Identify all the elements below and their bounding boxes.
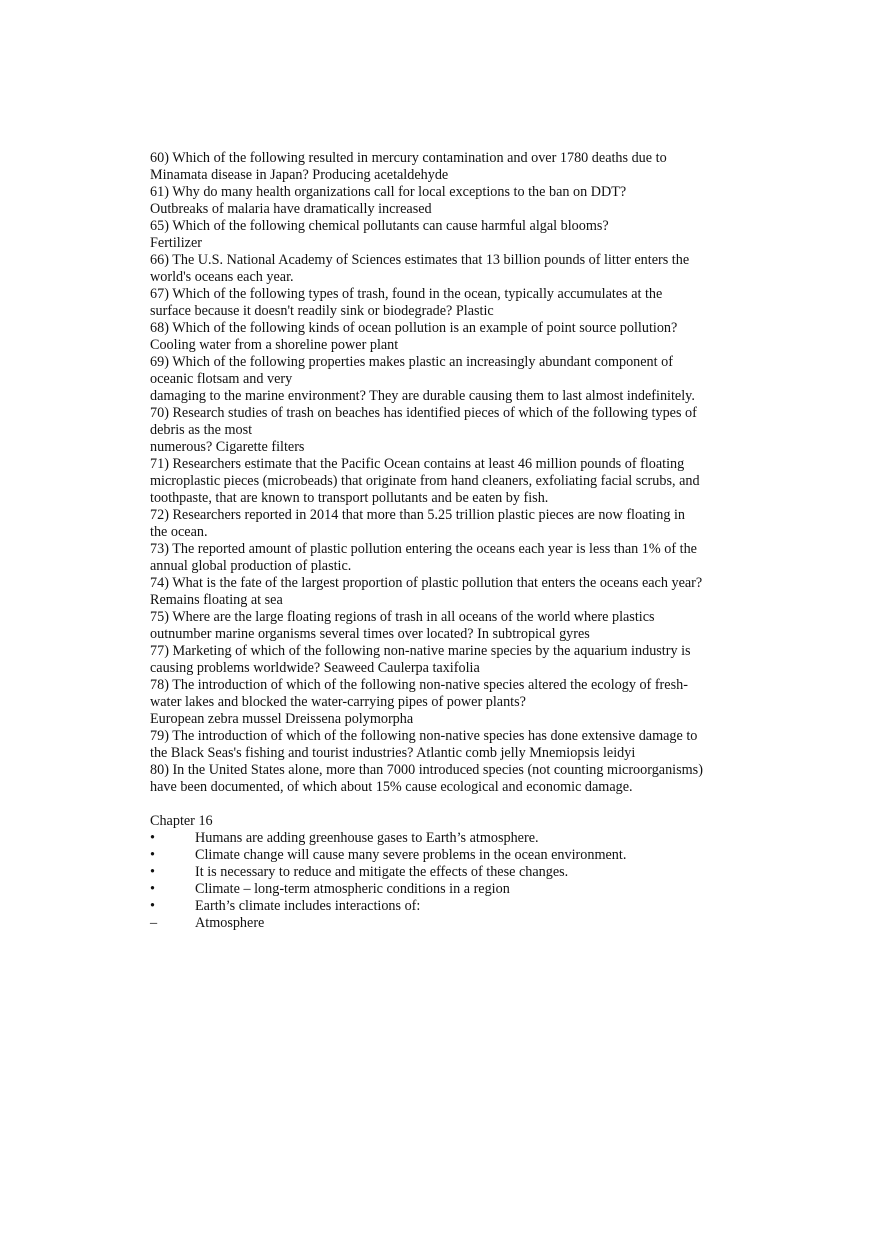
bullet-icon: •: [150, 830, 155, 846]
qa-line: 69) Which of the following properties makes plastic an increasingly abundant component of: [150, 354, 673, 370]
bullet-item: [150, 898, 740, 915]
qa-line: numerous? Cigarette filters: [150, 439, 305, 455]
qa-line: 73) The reported amount of plastic pollution entering the oceans each year is less than 1% of the: [150, 541, 697, 557]
qa-line: Remains floating at sea: [150, 592, 283, 608]
qa-line: Fertilizer: [150, 235, 202, 251]
bullet-icon: •: [150, 898, 155, 914]
bullet-text: Humans are adding greenhouse gases to Earth’s atmosphere.: [195, 830, 539, 846]
qa-line: 70) Research studies of trash on beaches has identified pieces of which of the following types of: [150, 405, 697, 421]
chapter-section: [150, 813, 740, 932]
qa-section: [150, 150, 740, 796]
qa-line: the ocean.: [150, 524, 208, 540]
qa-line: 65) Which of the following chemical pollutants can cause harmful algal blooms?: [150, 218, 609, 234]
qa-line: 61) Why do many health organizations call for local exceptions to the ban on DDT?: [150, 184, 627, 200]
qa-line: 80) In the United States alone, more than 7000 introduced species (not counting microorganisms): [150, 762, 703, 778]
qa-line: 72) Researchers reported in 2014 that more than 5.25 trillion plastic pieces are now floating in: [150, 507, 686, 523]
bullet-item: [150, 847, 740, 864]
chapter-title: Chapter 16: [150, 813, 213, 829]
qa-line: toothpaste, that are known to transport pollutants and be eaten by fish.: [150, 490, 549, 506]
qa-line: outnumber marine organisms several times over located? In subtropical gyres: [150, 626, 590, 642]
qa-line: debris as the most: [150, 422, 253, 438]
sub-bullet-item: [150, 915, 740, 932]
bullet-icon: •: [150, 864, 155, 880]
qa-line: oceanic flotsam and very: [150, 371, 293, 387]
dash-icon: –: [150, 915, 158, 931]
qa-line: European zebra mussel Dreissena polymorpha: [150, 711, 414, 727]
qa-line: 68) Which of the following kinds of ocean pollution is an example of point source pollution?: [150, 320, 678, 336]
bullet-text: Atmosphere: [195, 915, 265, 931]
bullet-item: [150, 830, 740, 847]
bullet-text: Earth’s climate includes interactions of:: [195, 898, 421, 914]
qa-line: water lakes and blocked the water-carrying pipes of power plants?: [150, 694, 526, 710]
qa-line: world's oceans each year.: [150, 269, 294, 285]
bullet-text: It is necessary to reduce and mitigate the effects of these changes.: [195, 864, 569, 880]
section-spacer: [150, 796, 740, 813]
qa-line: damaging to the marine environment? They are durable causing them to last almost indefinitely.: [150, 388, 695, 404]
qa-line: Outbreaks of malaria have dramatically increased: [150, 201, 432, 217]
qa-line: 66) The U.S. National Academy of Sciences estimates that 13 billion pounds of litter enters the: [150, 252, 690, 268]
qa-line: 71) Researchers estimate that the Pacific Ocean contains at least 46 million pounds of floating: [150, 456, 685, 472]
qa-line: Minamata disease in Japan? Producing acetaldehyde: [150, 167, 449, 183]
qa-line: annual global production of plastic.: [150, 558, 352, 574]
bullet-text: Climate – long-term atmospheric conditions in a region: [195, 881, 510, 897]
qa-line: Cooling water from a shoreline power plant: [150, 337, 399, 353]
qa-line: the Black Seas's fishing and tourist industries? Atlantic comb jelly Mnemiopsis leidyi: [150, 745, 636, 761]
qa-line: have been documented, of which about 15% cause ecological and economic damage.: [150, 779, 633, 795]
qa-line: microplastic pieces (microbeads) that originate from hand cleaners, exfoliating facial scrubs, and: [150, 473, 700, 489]
qa-line: 60) Which of the following resulted in mercury contamination and over 1780 deaths due to: [150, 150, 667, 166]
qa-line: causing problems worldwide? Seaweed Caulerpa taxifolia: [150, 660, 480, 676]
qa-line: 78) The introduction of which of the following non-native species altered the ecology of fresh-: [150, 677, 688, 693]
qa-line: 67) Which of the following types of trash, found in the ocean, typically accumulates at the: [150, 286, 663, 302]
bullet-item: [150, 881, 740, 898]
qa-line: surface because it doesn't readily sink or biodegrade? Plastic: [150, 303, 494, 319]
bullet-icon: •: [150, 847, 155, 863]
qa-line: 74) What is the fate of the largest proportion of plastic pollution that enters the oceans each year?: [150, 575, 703, 591]
qa-line: 77) Marketing of which of the following non-native marine species by the aquarium industry is: [150, 643, 691, 659]
bullet-icon: •: [150, 881, 155, 897]
qa-line: 79) The introduction of which of the following non-native species has done extensive damage to: [150, 728, 698, 744]
qa-line: 75) Where are the large floating regions of trash in all oceans of the world where plastics: [150, 609, 655, 625]
bullet-item: [150, 864, 740, 881]
bullet-text: Climate change will cause many severe problems in the ocean environment.: [195, 847, 627, 863]
document-page: [150, 150, 740, 932]
